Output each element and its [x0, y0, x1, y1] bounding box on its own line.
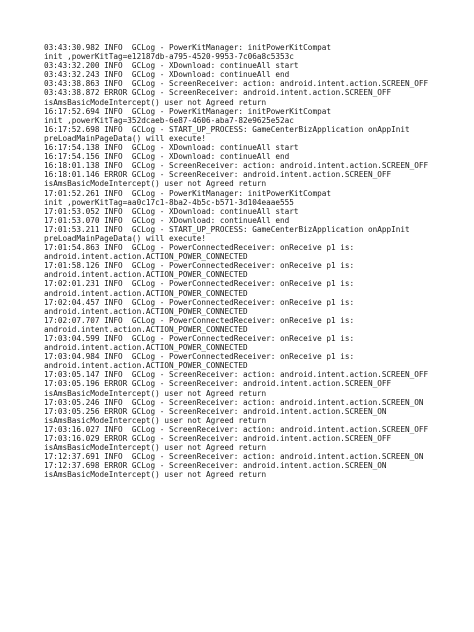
log-line: 16:17:52.694 INFO GCLog - PowerKitManager: initPowerKitCompat [44, 106, 331, 116]
log-line: 17:03:05.196 ERROR GCLog - ScreenReceiver: android.intent.action.SCREEN_OFF [44, 379, 392, 389]
log-line: init ,powerKitTag=e12187db-a795-4520-9953-7c06a8c5353c [44, 52, 294, 62]
log-line: 17:03:05.147 INFO GCLog - ScreenReceiver: action: android.intent.action.SCREEN_OFF [44, 370, 429, 380]
log-text-block [44, 43, 464, 480]
log-line: isAmsBasicModeIntercept() user not Agreed return [44, 470, 267, 480]
log-line: init ,powerKitTag=352dcaeb-6e87-4606-aba7-82e9625e52ac [44, 115, 294, 125]
log-line: 17:03:04.599 INFO GCLog - PowerConnectedReceiver: onReceive p1 is: [44, 334, 355, 343]
log-line: 16:17:54.138 INFO GCLog - XDownload: continueAll start [44, 143, 299, 153]
log-line: 17:03:16.029 ERROR GCLog - ScreenReceiver: android.intent.action.SCREEN_OFF [44, 434, 392, 444]
log-line: isAmsBasicModeIntercept() user not Agreed return [44, 415, 267, 425]
log-line: android.intent.action.ACTION_POWER_CONNECTED [44, 288, 248, 298]
log-line: 03:43:32.200 INFO GCLog - XDownload: continueAll start [44, 61, 299, 71]
log-line: android.intent.action.ACTION_POWER_CONNECTED [44, 270, 248, 280]
log-line: android.intent.action.ACTION_POWER_CONNECTED [44, 343, 248, 353]
log-line: 16:18:01.146 ERROR GCLog - ScreenReceiver: android.intent.action.SCREEN_OFF [44, 170, 392, 180]
log-line: 17:01:53.052 INFO GCLog - XDownload: continueAll start [44, 206, 299, 216]
log-line: 17:03:05.246 INFO GCLog - ScreenReceiver: action: android.intent.action.SCREEN_ON [44, 397, 424, 407]
log-line: 16:18:01.138 INFO GCLog - ScreenReceiver: action: android.intent.action.SCREEN_OFF [44, 161, 429, 171]
log-line: 17:02:04.457 INFO GCLog - PowerConnectedReceiver: onReceive p1 is: [44, 297, 355, 307]
log-line: 17:01:54.863 INFO GCLog - PowerConnectedReceiver: onReceive p1 is: [44, 243, 355, 253]
log-line: 03:43:32.243 INFO GCLog - XDownload: continueAll end [44, 70, 290, 80]
log-line: 17:03:16.027 INFO GCLog - ScreenReceiver: action: android.intent.action.SCREEN_OFF [44, 424, 429, 434]
log-line: 17:01:53.211 INFO GCLog - START_UP_PROCESS: GameCenterBizApplication onAppInit [44, 224, 410, 234]
log-line: android.intent.action.ACTION_POWER_CONNECTED [44, 306, 248, 316]
log-line: preLoadMainPageData() will execute! [44, 133, 206, 143]
log-line: 17:01:58.126 INFO GCLog - PowerConnectedReceiver: onReceive p1 is: [44, 261, 355, 271]
log-line: 17:02:01.231 INFO GCLog - PowerConnectedReceiver: onReceive p1 is: [44, 279, 355, 289]
log-line: 17:03:04.984 INFO GCLog - PowerConnectedReceiver: onReceive p1 is: [44, 352, 355, 362]
log-line: 17:12:37.698 ERROR GCLog - ScreenReceiver: android.intent.action.SCREEN_ON [44, 461, 387, 471]
log-line: 16:17:54.156 INFO GCLog - XDownload: continueAll end [44, 152, 290, 162]
log-line: 17:12:37.691 INFO GCLog - ScreenReceiver: action: android.intent.action.SCREEN_ON [44, 452, 424, 462]
log-line: isAmsBasicModeIntercept() user not Agreed return [44, 443, 267, 453]
log-line: 16:17:52.698 INFO GCLog - START_UP_PROCESS: GameCenterBizApplication onAppInit [44, 124, 410, 134]
log-line: 17:01:53.070 INFO GCLog - XDownload: continueAll end [44, 215, 290, 225]
log-line: 03:43:30.982 INFO GCLog - PowerKitManager: initPowerKitCompat [44, 43, 331, 52]
log-line: android.intent.action.ACTION_POWER_CONNECTED [44, 252, 248, 262]
log-line: android.intent.action.ACTION_POWER_CONNECTED [44, 324, 248, 334]
log-line: 17:03:05.256 ERROR GCLog - ScreenReceiver: android.intent.action.SCREEN_ON [44, 406, 387, 416]
log-line: 17:01:52.261 INFO GCLog - PowerKitManager: initPowerKitCompat [44, 188, 331, 198]
log-line: init ,powerKitTag=aa0c17c1-8ba2-4b5c-b571-3d104eaae555 [44, 197, 294, 207]
log-line: 03:43:38.863 INFO GCLog - ScreenReceiver: action: android.intent.action.SCREEN_OFF [44, 79, 429, 89]
log-line: 03:43:38.872 ERROR GCLog - ScreenReceiver: android.intent.action.SCREEN_OFF [44, 88, 392, 98]
log-line: isAmsBasicModeIntercept() user not Agreed return [44, 388, 267, 398]
log-line: preLoadMainPageData() will execute! [44, 233, 206, 243]
log-line: 17:02:07.707 INFO GCLog - PowerConnectedReceiver: onReceive p1 is: [44, 315, 355, 325]
log-line: android.intent.action.ACTION_POWER_CONNECTED [44, 361, 248, 371]
log-line: isAmsBasicModeIntercept() user not Agreed return [44, 179, 267, 189]
log-line: isAmsBasicModeIntercept() user not Agreed return [44, 97, 267, 107]
